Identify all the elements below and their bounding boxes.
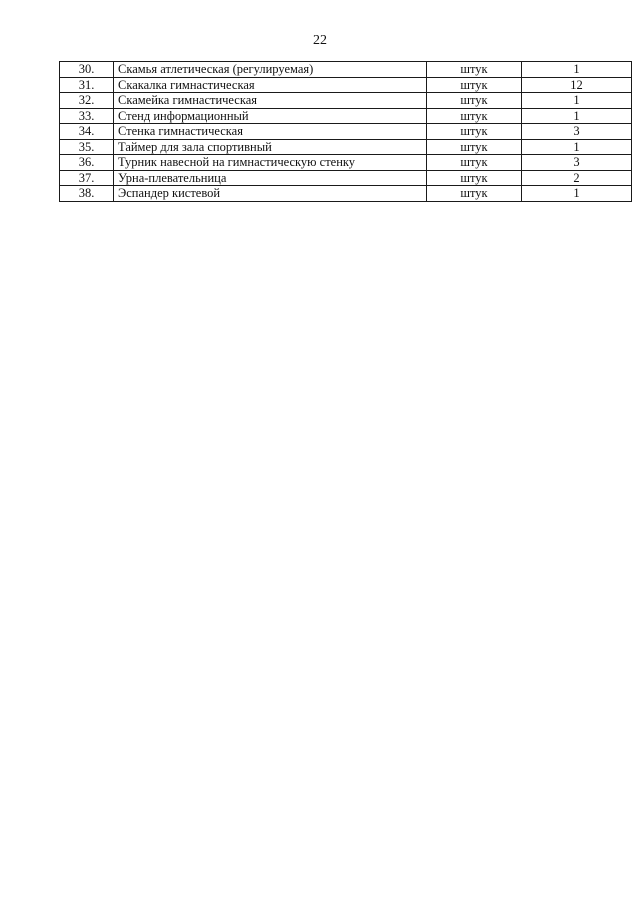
item-unit: штук (427, 139, 522, 155)
table-row (60, 124, 632, 140)
table-row (60, 108, 632, 124)
item-quantity: 12 (522, 77, 632, 93)
item-unit: штук (427, 155, 522, 171)
item-unit: штук (427, 77, 522, 93)
page-number: 22 (313, 33, 327, 48)
item-quantity: 1 (522, 139, 632, 155)
item-unit: штук (427, 186, 522, 202)
table-row (60, 139, 632, 155)
item-quantity: 3 (522, 124, 632, 140)
table-row (60, 186, 632, 202)
item-unit: штук (427, 93, 522, 109)
item-name: Стенд информационный (114, 108, 427, 124)
table-row (60, 62, 632, 78)
row-number: 37. (60, 170, 114, 186)
item-name: Скамейка гимнастическая (114, 93, 427, 109)
table-row (60, 170, 632, 186)
equipment-table-body (60, 62, 632, 202)
item-quantity: 1 (522, 186, 632, 202)
row-number: 31. (60, 77, 114, 93)
equipment-table (59, 61, 632, 202)
row-number: 30. (60, 62, 114, 78)
item-name: Урна-плевательница (114, 170, 427, 186)
item-name: Таймер для зала спортивный (114, 139, 427, 155)
item-quantity: 1 (522, 62, 632, 78)
item-name: Стенка гимнастическая (114, 124, 427, 140)
item-unit: штук (427, 62, 522, 78)
item-name: Эспандер кистевой (114, 186, 427, 202)
item-quantity: 1 (522, 108, 632, 124)
item-quantity: 3 (522, 155, 632, 171)
item-name: Турник навесной на гимнастическую стенку (114, 155, 427, 171)
item-name: Скамья атлетическая (регулируемая) (114, 62, 427, 78)
table-row (60, 77, 632, 93)
row-number: 34. (60, 124, 114, 140)
row-number: 32. (60, 93, 114, 109)
row-number: 35. (60, 139, 114, 155)
item-unit: штук (427, 124, 522, 140)
row-number: 33. (60, 108, 114, 124)
row-number: 38. (60, 186, 114, 202)
item-quantity: 2 (522, 170, 632, 186)
item-unit: штук (427, 108, 522, 124)
item-quantity: 1 (522, 93, 632, 109)
item-unit: штук (427, 170, 522, 186)
row-number: 36. (60, 155, 114, 171)
item-name: Скакалка гимнастическая (114, 77, 427, 93)
table-row (60, 155, 632, 171)
table-row (60, 93, 632, 109)
